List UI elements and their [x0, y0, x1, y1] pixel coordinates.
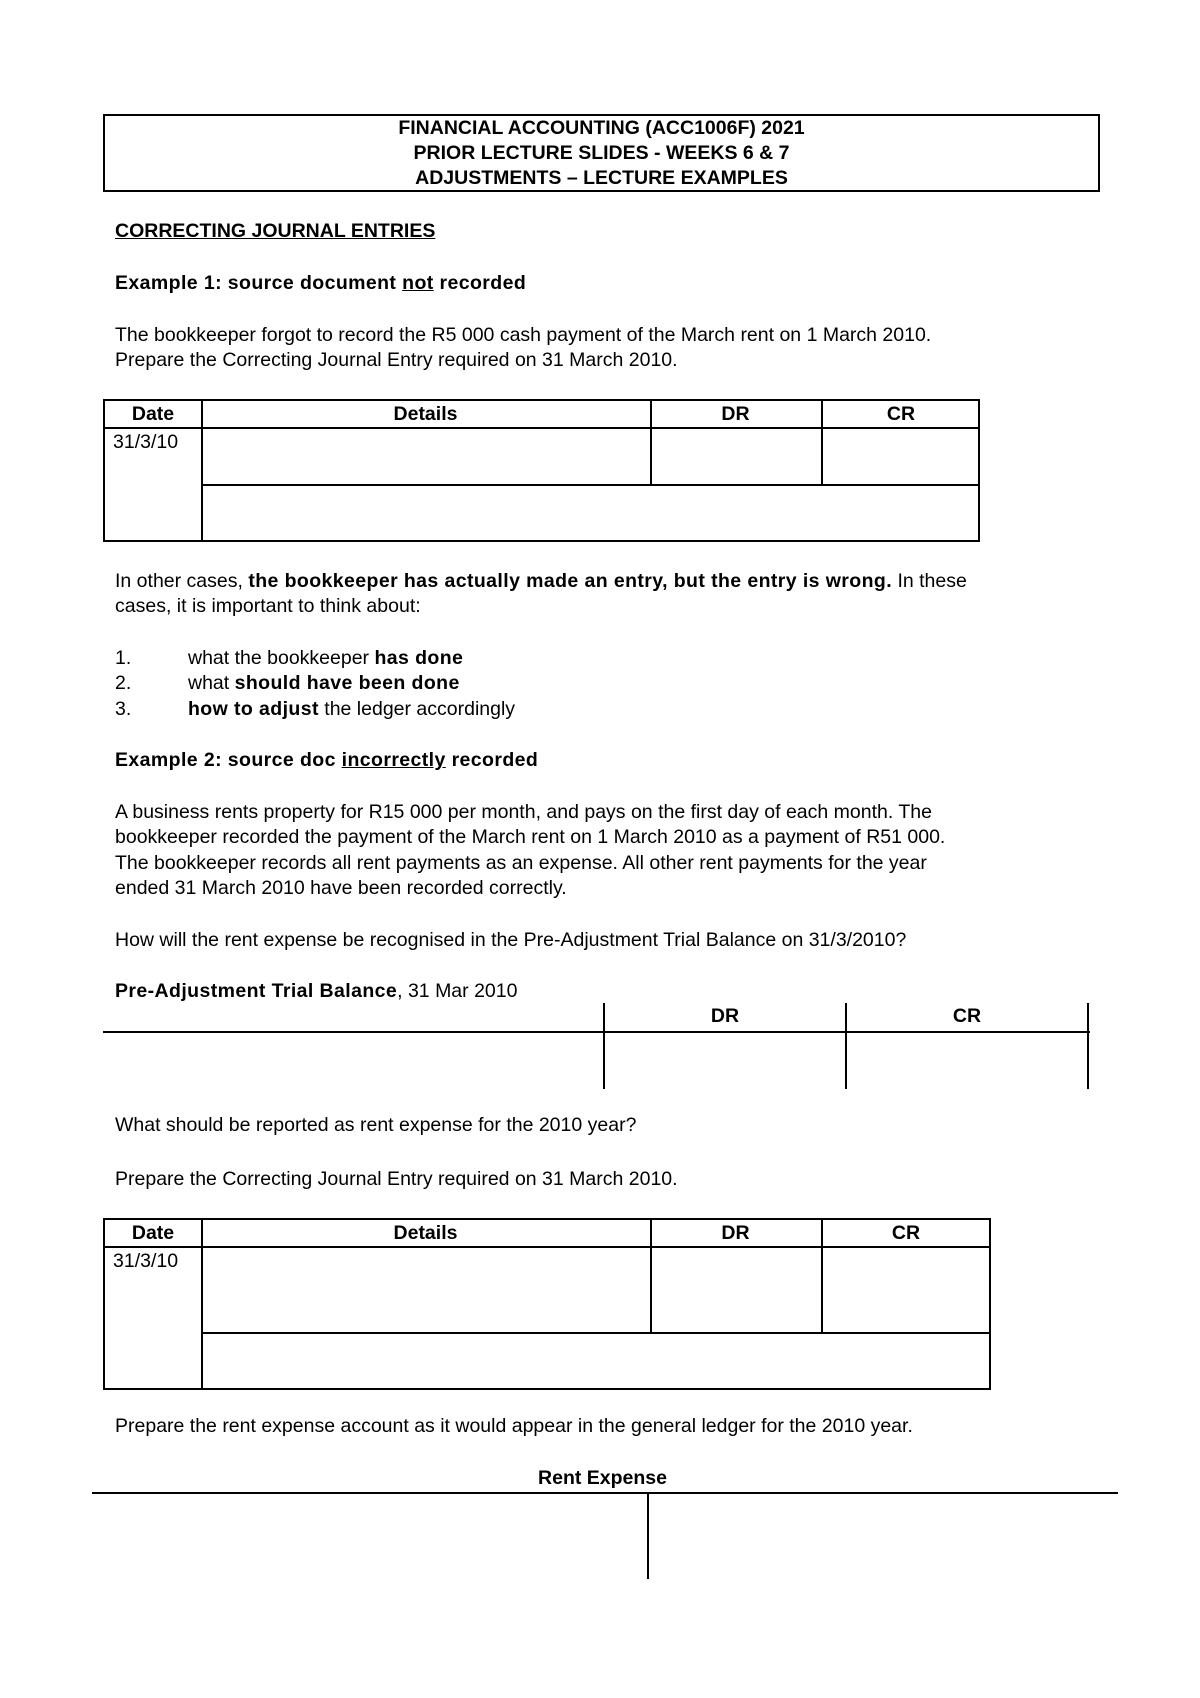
trial-balance-title [115, 979, 517, 1004]
header-line-2: PRIOR LECTURE SLIDES - WEEKS 6 & 7 [413, 141, 790, 164]
other-cases-post: In these [892, 570, 967, 592]
example2-heading-underlined: incorrectly [341, 749, 446, 771]
list-item-1-pre: what the bookkeeper [188, 647, 375, 669]
example2-heading-post: recorded [445, 749, 539, 771]
journal-table-1-narration-line [201, 484, 978, 486]
list-item-3 [115, 697, 515, 722]
list-item-2-number: 2. [115, 672, 132, 694]
other-cases-bold: the bookkeeper has actually made an entry, but the entry is wrong. [248, 570, 893, 592]
section-title: CORRECTING JOURNAL ENTRIES [115, 220, 436, 242]
journal-table-2 [103, 1218, 991, 1390]
other-cases-line-2: cases, it is important to think about: [115, 595, 421, 617]
journal-table-2-date-header: Date [131, 1222, 175, 1244]
header-line-1: FINANCIAL ACCOUNTING (ACC1006F) 2021 [398, 116, 805, 139]
journal-table-1-dr-header: DR [721, 403, 750, 425]
trial-balance-title-date: , 31 Mar 2010 [397, 980, 518, 1002]
list-item-3-post: the ledger accordingly [318, 698, 516, 720]
example2-para-4: ended 31 March 2010 have been recorded correctly. [115, 877, 567, 899]
example1-text-1: The bookkeeper forgot to record the R5 000 cash payment of the March rent on 1 March 2010. [115, 324, 932, 346]
trial-balance-cr-header: CR [952, 1005, 982, 1027]
journal-table-1 [103, 399, 980, 542]
list-item-3-number: 3. [115, 698, 132, 720]
list-item-3-bold: how to adjust [188, 698, 319, 720]
example2-heading-pre: Example 2: source doc [115, 749, 342, 771]
list-item-2 [115, 671, 460, 696]
example2-question-3: Prepare the Correcting Journal Entry required on 31 March 2010. [115, 1168, 678, 1190]
example2-para-2: bookkeeper recorded the payment of the March rent on 1 March 2010 as a payment of R51 000. [115, 826, 946, 848]
trial-balance-title-bold: Pre-Adjustment Trial Balance [115, 980, 398, 1002]
example1-heading-pre: Example 1: source document [115, 272, 403, 294]
list-item-1 [115, 646, 463, 671]
header-line-3: ADJUSTMENTS – LECTURE EXAMPLES [415, 166, 788, 189]
example1-heading-post: recorded [433, 272, 527, 294]
example2-question-4: Prepare the rent expense account as it would appear in the general ledger for the 2010 year. [115, 1415, 913, 1437]
journal-table-2-narration-line [201, 1332, 989, 1334]
journal-table-1-details-header: Details [393, 403, 458, 425]
example1-heading [115, 271, 526, 296]
trial-balance-dr-header: DR [710, 1005, 740, 1027]
example2-heading [115, 748, 538, 773]
example1-heading-underlined: not [402, 272, 434, 294]
example1-text-2: Prepare the Correcting Journal Entry required on 31 March 2010. [115, 349, 678, 371]
document-header [103, 114, 1100, 192]
example2-question-1: How will the rent expense be recognised in the Pre-Adjustment Trial Balance on 31/3/2010? [115, 929, 907, 951]
journal-table-1-date: 31/3/10 [113, 431, 179, 453]
list-item-2-pre: what [188, 672, 235, 694]
other-cases-pre: In other cases, [115, 570, 249, 592]
journal-table-2-date: 31/3/10 [113, 1250, 179, 1272]
list-item-2-bold: should have been done [234, 672, 460, 694]
ledger-title: Rent Expense [538, 1467, 667, 1489]
journal-table-2-details-header: Details [393, 1222, 458, 1244]
journal-table-1-cr-header: CR [886, 403, 916, 425]
journal-table-1-date-header: Date [131, 403, 175, 425]
example2-para-1: A business rents property for R15 000 per month, and pays on the first day of each month. The [115, 801, 932, 823]
example2-question-2: What should be reported as rent expense for the 2010 year? [115, 1114, 637, 1136]
journal-table-2-dr-header: DR [721, 1222, 750, 1244]
journal-table-2-cr-header: CR [891, 1222, 921, 1244]
list-item-1-number: 1. [115, 647, 132, 669]
other-cases-line-1 [115, 569, 967, 594]
example2-para-3: The bookkeeper records all rent payments as an expense. All other rent payments for the year [115, 852, 927, 874]
list-item-1-bold: has done [374, 647, 464, 669]
